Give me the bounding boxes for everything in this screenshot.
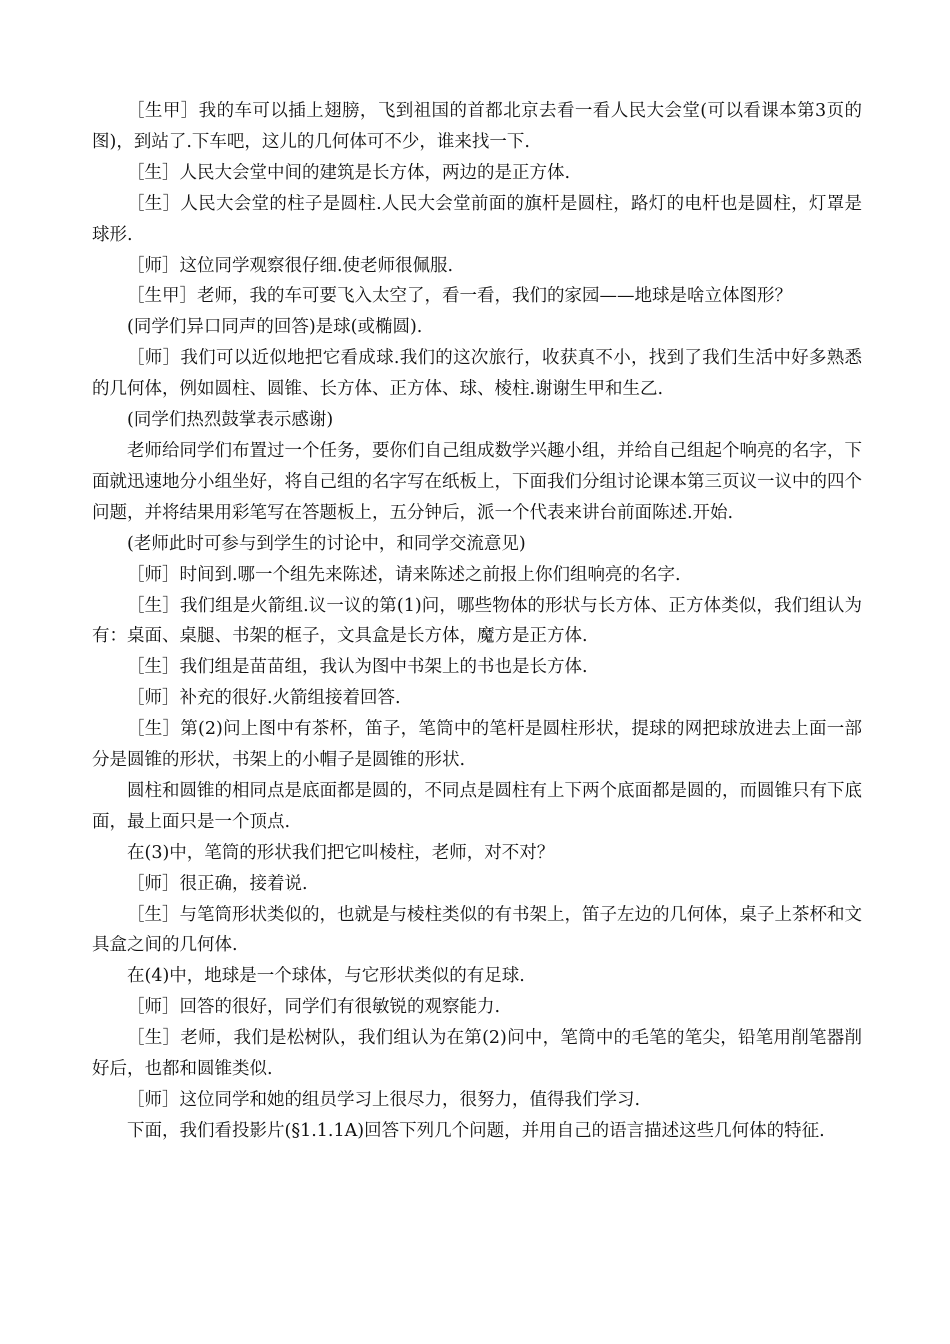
paragraph: ［师］时间到.哪一个组先来陈述，请来陈述之前报上你们组响亮的名字. xyxy=(127,564,681,585)
paragraph: 在(3)中，笔筒的形状我们把它叫棱柱，老师，对不对？ xyxy=(127,842,555,863)
document-page xyxy=(92,96,862,1147)
paragraph: ［生］第(2)问上图中有茶杯，笛子，笔筒中的笔杆是圆柱形状，提球的网把球放进去上面一部分是圆锥的形状，书架上的小帽子是圆锥的形状. xyxy=(92,719,862,771)
paragraph: ［师］这位同学观察很仔细.使老师很佩服. xyxy=(127,255,454,276)
paragraph: ［生甲］老师，我的车可要飞入太空了，看一看，我们的家园——地球是啥立体图形？ xyxy=(127,286,792,307)
paragraph: ［生］与笔筒形状类似的，也就是与棱柱类似的有书架上，笛子左边的几何体，桌子上茶杯和文具盒之间的几何体. xyxy=(92,904,862,956)
paragraph: ［师］我们可以近似地把它看成球.我们的这次旅行，收获真不小，找到了我们生活中好多熟悉的几何体，例如圆柱、圆锥、长方体、正方体、球、棱柱.谢谢生甲和生乙. xyxy=(92,348,862,400)
paragraph: ［师］这位同学和她的组员学习上很尽力，很努力，值得我们学习. xyxy=(127,1090,641,1110)
paragraph: ［生］我们组是苗苗组，我认为图中书架上的书也是长方体. xyxy=(127,657,588,678)
paragraph: ［生］人民大会堂中间的建筑是长方体，两边的是正方体. xyxy=(127,162,571,183)
paragraph: 老师给同学们布置过一个任务，要你们自己组成数学兴趣小组，并给自己组起个响亮的名字，下面就迅速地分小组坐好，将自己组的名字写在纸板上，下面我们分组讨论课本第三页议一议中的四个问题，并将结果用彩笔写在答题板上，五分钟后，派一个代表来讲台前面陈述.开始. xyxy=(92,440,862,523)
paragraph: (同学们热烈鼓掌表示感谢) xyxy=(127,410,334,431)
paragraph: ［师］回答的很好，同学们有很敏锐的观察能力. xyxy=(127,997,501,1018)
paragraph: ［生］我们组是火箭组.议一议的第(1)问，哪些物体的形状与长方体、正方体类似，我们组认为有：桌面、桌腿、书架的框子，文具盒是长方体，魔方是正方体. xyxy=(92,595,862,647)
paragraph: ［生］人民大会堂的柱子是圆柱.人民大会堂前面的旗杆是圆柱，路灯的电杆也是圆柱，灯罩是球形. xyxy=(92,193,862,245)
paragraph: 圆柱和圆锥的相同点是底面都是圆的，不同点是圆柱有上下两个底面都是圆的，而圆锥只有下底面，最上面只是一个顶点. xyxy=(92,780,862,832)
paragraph: ［生］老师，我们是松树队，我们组认为在第(2)问中，笔筒中的毛笔的笔尖，铅笔用削笔器削好后，也都和圆锥类似. xyxy=(92,1028,862,1080)
paragraph: ［师］补充的很好.火箭组接着回答. xyxy=(127,688,401,709)
paragraph: ［生甲］我的车可以插上翅膀，飞到祖国的首都北京去看一看人民大会堂(可以看课本第3页的图)，到站了.下车吧，这儿的几何体可不少，谁来找一下. xyxy=(92,101,862,152)
paragraph: (老师此时可参与到学生的讨论中，和同学交流意见) xyxy=(127,533,526,554)
paragraph: (同学们异口同声的回答)是球(或椭圆). xyxy=(127,317,423,338)
paragraph: ［师］很正确，接着说. xyxy=(127,873,308,894)
paragraph: 在(4)中，地球是一个球体，与它形状类似的有足球. xyxy=(127,966,525,987)
paragraph: 下面，我们看投影片(§1.1.1A)回答下列几个问题，并用自己的语言描述这些几何体的特征. xyxy=(127,1120,825,1141)
